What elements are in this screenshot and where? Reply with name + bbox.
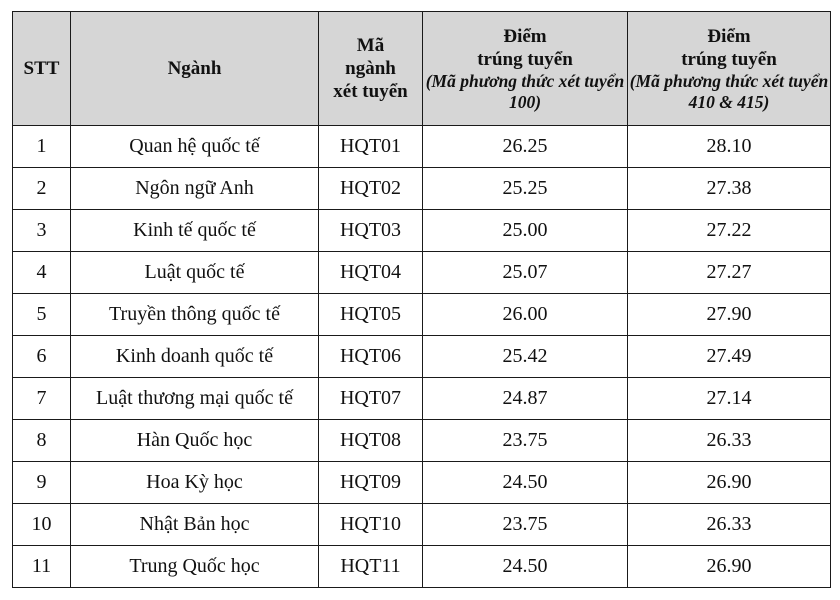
cell-stt: 8 bbox=[13, 420, 71, 462]
table-row bbox=[13, 252, 831, 294]
cell-ma: HQT10 bbox=[319, 504, 423, 546]
header-score-100 bbox=[423, 12, 628, 126]
cell-ma: HQT07 bbox=[319, 378, 423, 420]
cell-score-410-415: 26.33 bbox=[628, 504, 831, 546]
cell-score-100: 23.75 bbox=[423, 420, 628, 462]
cell-stt: 9 bbox=[13, 462, 71, 504]
cell-score-100: 25.25 bbox=[423, 168, 628, 210]
cell-nganh: Luật thương mại quốc tế bbox=[71, 378, 319, 420]
cell-score-410-415: 27.22 bbox=[628, 210, 831, 252]
cell-ma: HQT01 bbox=[319, 126, 423, 168]
cell-nganh: Hoa Kỳ học bbox=[71, 462, 319, 504]
cell-score-100: 26.00 bbox=[423, 294, 628, 336]
cell-nganh: Luật quốc tế bbox=[71, 252, 319, 294]
cell-score-410-415: 27.38 bbox=[628, 168, 831, 210]
cell-stt: 10 bbox=[13, 504, 71, 546]
cell-score-410-415: 27.14 bbox=[628, 378, 831, 420]
cell-score-410-415: 28.10 bbox=[628, 126, 831, 168]
table-row bbox=[13, 462, 831, 504]
header-score-100-line1: Điểm bbox=[503, 25, 547, 47]
table-row bbox=[13, 336, 831, 378]
cell-ma: HQT09 bbox=[319, 462, 423, 504]
cell-nganh: Quan hệ quốc tế bbox=[71, 126, 319, 168]
cell-score-100: 24.87 bbox=[423, 378, 628, 420]
header-stt: STT bbox=[13, 12, 71, 126]
header-score-410-415 bbox=[628, 12, 831, 126]
cell-stt: 11 bbox=[13, 546, 71, 588]
cell-nganh: Ngôn ngữ Anh bbox=[71, 168, 319, 210]
cell-score-410-415: 26.90 bbox=[628, 546, 831, 588]
cell-ma: HQT08 bbox=[319, 420, 423, 462]
cell-score-410-415: 27.49 bbox=[628, 336, 831, 378]
table-header-row bbox=[13, 12, 831, 126]
cell-ma: HQT05 bbox=[319, 294, 423, 336]
cell-score-100: 24.50 bbox=[423, 546, 628, 588]
cell-score-410-415: 27.90 bbox=[628, 294, 831, 336]
cell-nganh: Kinh doanh quốc tế bbox=[71, 336, 319, 378]
header-ma-line1: Mã bbox=[356, 35, 385, 56]
cell-ma: HQT03 bbox=[319, 210, 423, 252]
table-row bbox=[13, 378, 831, 420]
table-row bbox=[13, 210, 831, 252]
cell-ma: HQT06 bbox=[319, 336, 423, 378]
header-score-410-line2: trúng tuyển bbox=[681, 48, 777, 70]
cell-score-100: 26.25 bbox=[423, 126, 628, 168]
header-ma-line2: ngành bbox=[345, 58, 396, 79]
table-row bbox=[13, 126, 831, 168]
cell-stt: 6 bbox=[13, 336, 71, 378]
cell-score-100: 23.75 bbox=[423, 504, 628, 546]
admission-score-table bbox=[12, 11, 831, 588]
cell-nganh: Hàn Quốc học bbox=[71, 420, 319, 462]
cell-score-410-415: 27.27 bbox=[628, 252, 831, 294]
cell-stt: 2 bbox=[13, 168, 71, 210]
cell-nganh: Truyền thông quốc tế bbox=[71, 294, 319, 336]
table-body bbox=[13, 126, 831, 588]
cell-nganh: Trung Quốc học bbox=[71, 546, 319, 588]
cell-ma: HQT11 bbox=[319, 546, 423, 588]
header-ma-line3: xét tuyển bbox=[333, 81, 408, 102]
cell-score-100: 24.50 bbox=[423, 462, 628, 504]
table-row bbox=[13, 504, 831, 546]
cell-stt: 1 bbox=[13, 126, 71, 168]
header-ma-nganh bbox=[319, 12, 423, 126]
cell-score-100: 25.00 bbox=[423, 210, 628, 252]
cell-stt: 3 bbox=[13, 210, 71, 252]
cell-nganh: Kinh tế quốc tế bbox=[71, 210, 319, 252]
table-row bbox=[13, 168, 831, 210]
header-nganh: Ngành bbox=[71, 12, 319, 126]
cell-stt: 4 bbox=[13, 252, 71, 294]
table-row bbox=[13, 294, 831, 336]
cell-nganh: Nhật Bản học bbox=[71, 504, 319, 546]
cell-ma: HQT04 bbox=[319, 252, 423, 294]
table-row bbox=[13, 546, 831, 588]
header-score-100-method: (Mã phương thức xét tuyển 100) bbox=[425, 70, 625, 112]
cell-score-410-415: 26.33 bbox=[628, 420, 831, 462]
cell-ma: HQT02 bbox=[319, 168, 423, 210]
header-score-410-line1: Điểm bbox=[707, 25, 751, 47]
cell-stt: 5 bbox=[13, 294, 71, 336]
cell-score-410-415: 26.90 bbox=[628, 462, 831, 504]
admission-score-table-container bbox=[12, 11, 831, 588]
header-score-100-line2: trúng tuyển bbox=[477, 48, 573, 70]
table-row bbox=[13, 420, 831, 462]
cell-stt: 7 bbox=[13, 378, 71, 420]
cell-score-100: 25.42 bbox=[423, 336, 628, 378]
cell-score-100: 25.07 bbox=[423, 252, 628, 294]
header-score-410-method: (Mã phương thức xét tuyển 410 & 415) bbox=[629, 70, 829, 112]
